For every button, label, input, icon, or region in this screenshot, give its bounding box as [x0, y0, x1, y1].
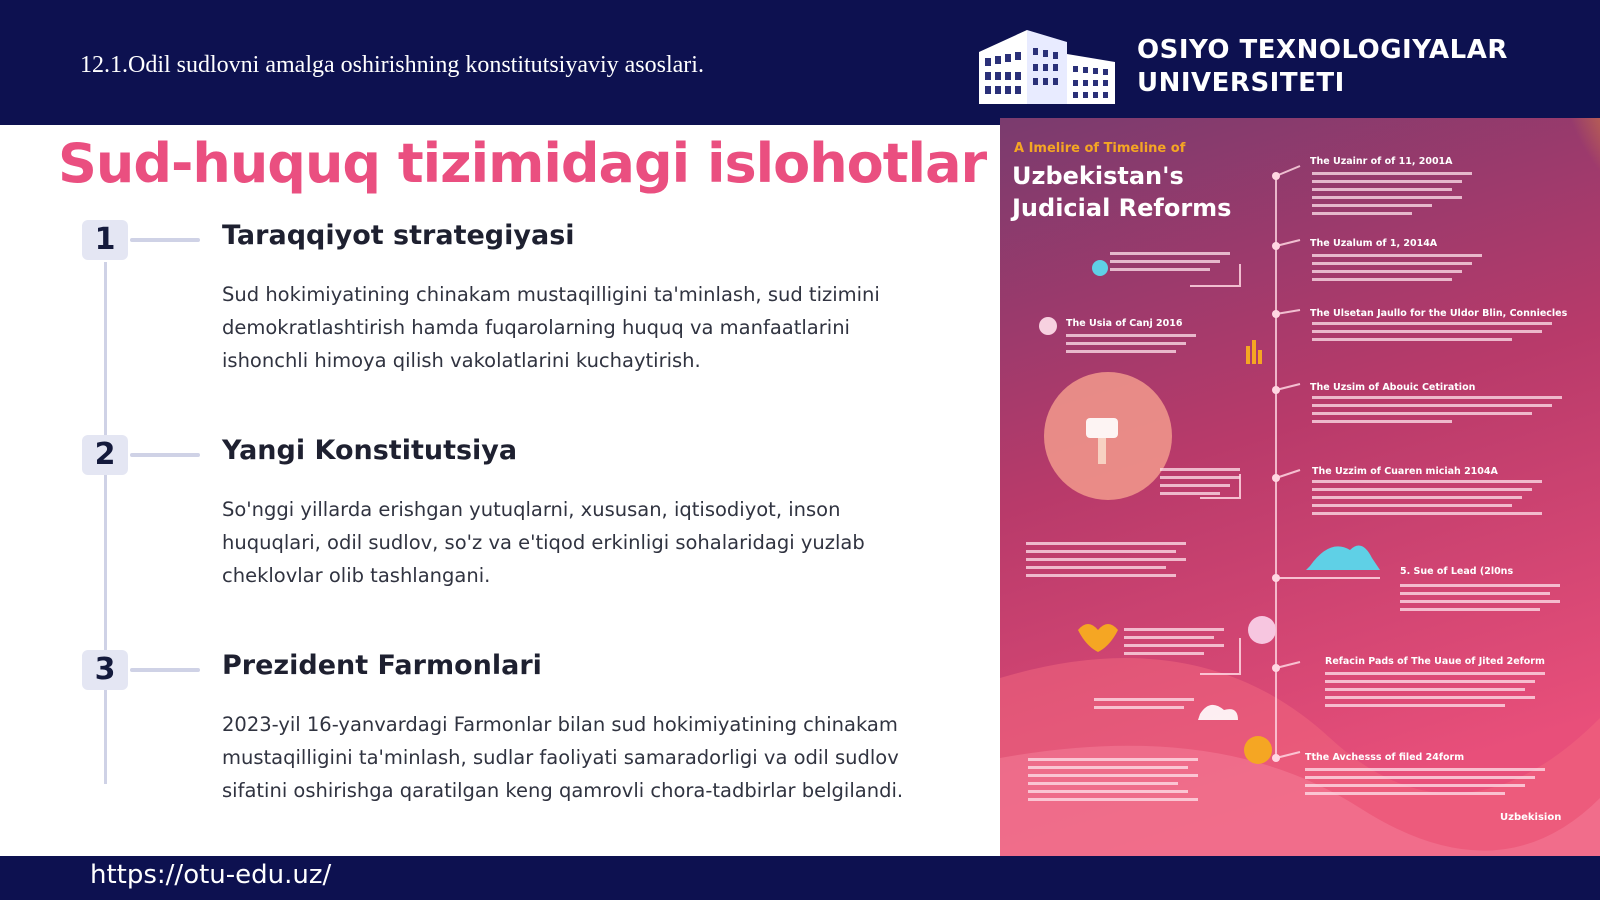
infographic-event-title: The Uzsim of Abouic Cetiration: [1310, 382, 1476, 393]
university-name: [1137, 34, 1508, 100]
university-logo: [975, 24, 1575, 104]
page-title: Sud-huquq tizimidagi islohotlar: [58, 132, 987, 195]
step-number-badge: 2: [82, 435, 128, 475]
infographic-artwork: [1000, 118, 1600, 856]
header-bar: [0, 0, 1600, 125]
infographic-event-title: Tthe Avchesss of filed 24form: [1305, 752, 1465, 763]
infographic-event-title: The Uzalum of 1, 2014A: [1310, 238, 1438, 249]
infographic-brand: Uzbekision: [1500, 812, 1562, 823]
university-building-icon: [975, 24, 1120, 104]
step-description: 2023-yil 16-yanvardagi Farmonlar bilan sud hokimiyatining chinakam mustaqilligini ta'minlash, sudlar faoliyati samaradorligi va odil sudlov sifatini oshirishga qaratilgan keng qamrovli chora-tadbirlar belgilandi.: [222, 713, 904, 802]
step-heading: Yangi Konstitutsiya: [222, 435, 518, 466]
step-description: Sud hokimiyatining chinakam mustaqilligini ta'minlash, sud tizimini demokratlashtirish hamda fuqarolarning huquq va manfaatlarini ishonchli himoya qilish vakolatlarini kuchaytirish.: [222, 283, 880, 372]
infographic-event-title: Refacin Pads of The Uaue of Jited 2eform: [1325, 656, 1545, 667]
section-subtitle: 12.1.Odil sudlovni amalga oshirishning konstitutsiyaviy asoslari.: [80, 52, 704, 78]
infographic-event-title: The Uzzim of Cuaren miciah 2104A: [1312, 466, 1498, 477]
website-link[interactable]: https://otu-edu.uz/: [90, 860, 332, 890]
timeline-line: [104, 262, 107, 784]
university-name-line2: UNIVERSITETI: [1137, 68, 1345, 98]
step-number-badge: 1: [82, 220, 128, 260]
infographic-kicker: A Imelire of Timeline of: [1014, 141, 1186, 156]
infographic-title-line1: Uzbekistan's: [1012, 162, 1184, 190]
step-connector: [130, 238, 200, 242]
infographic-event-title: 5. Sue of Lead (2l0ns: [1400, 566, 1514, 577]
step-number-badge: 3: [82, 650, 128, 690]
judicial-reforms-infographic: [1000, 118, 1600, 856]
step-connector: [130, 453, 200, 457]
infographic-event-title: The Ulsetan Jaullo for the Uldor Blin, Conniecles: [1310, 308, 1568, 319]
infographic-title-line2: Judicial Reforms: [1012, 194, 1232, 222]
step-connector: [130, 668, 200, 672]
infographic-event-title: The Uzainr of of 11, 2001A: [1310, 156, 1453, 167]
step-heading: Prezident Farmonlari: [222, 650, 542, 681]
university-name-line1: OSIYO TEXNOLOGIYALAR: [1137, 35, 1508, 65]
footer-bar: [0, 856, 1600, 900]
step-description: So'nggi yillarda erishgan yutuqlarni, xususan, iqtisodiyot, inson huquqlari, odil sudlov, so'z va e'tiqod erkinligi sohalaridagi yuzlab cheklovlar olib tashlangani.: [222, 498, 865, 587]
step-heading: Taraqqiyot strategiyasi: [222, 220, 575, 251]
infographic-event-title: The Usia of Canj 2016: [1066, 318, 1183, 329]
